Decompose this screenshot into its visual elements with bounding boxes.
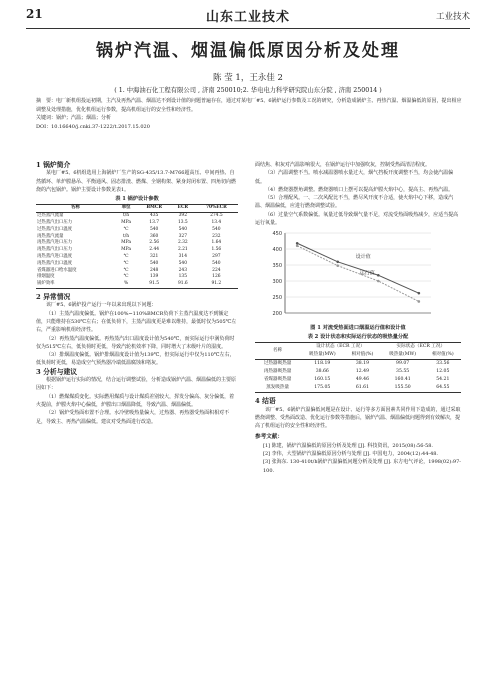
table-cell: 1.56 [211,247,222,253]
reference-item: [3] 张海东. 130-410t/h锅炉汽温偏低问题分析及处理 [J]. 东方电气评论，1998(02):97-100. [263,459,461,474]
paragraph: （5）合理配风。一、二次风配比不当，燃尽风开度不合适，使火焰中心下移，造成汽温、烟温偏低，应进行燃烧调整试验。 [255,195,454,210]
table-cell: ℃ [123,254,129,260]
table2-sub-header: 相对值(%) [431,352,454,358]
keywords: 关键词：锅炉；汽温；烟温；分析 [36,115,112,121]
table-cell: 省煤器吸热量 [263,377,292,383]
table-cell: 175.05 [314,385,331,391]
table-cell: 再热蒸汽流量 [37,233,64,239]
table-cell: ℃ [123,274,129,280]
right-column [255,161,461,475]
table-cell: 过热蒸汽流量 [37,213,64,219]
series-label: 运行值 [359,271,375,278]
table-cell: 38.66 [315,369,329,375]
paragraph: （3）汽温调整不当。喷水减温器喷水量过大，烟气挡板开度调整不当，均会使汽温偏低。 [255,170,454,185]
table-cell: 327 [178,233,188,239]
table-cell: 再热蒸汽出口压力 [37,247,73,253]
table-cell: 160.41 [394,377,411,383]
table1 [36,204,238,289]
reference-item: [1] 陈建，锅炉汽温偏低的原因分析及处理 [J]. 科技资讯，2015(08):56-58. [263,442,434,449]
table-cell: 2.44 [149,247,160,253]
paragraph: 根据锅炉运行实际的情况，结合运行调整试验，分析造成锅炉汽温、烟温偏低的主要原因如下： [36,377,237,392]
data-point [296,242,299,245]
table-cell: 49.46 [355,377,370,383]
table-cell: 13.4 [211,220,222,226]
table-cell: 35.55 [396,369,410,375]
table-cell: 64.55 [436,385,450,391]
abstract-block [36,97,462,131]
doi: DOI：10.16640/j.cnki.37-1222/t.2017.15.020 [36,123,150,130]
table-cell: 再热蒸汽进口压力 [37,240,73,246]
table-cell: 248 [149,267,159,273]
table-cell: 12.05 [436,369,450,375]
table-row [36,254,238,261]
table2-group-header: 实际状态（ECR 工况） [396,344,446,350]
table-cell: ℃ [123,260,129,266]
table-row [36,274,238,281]
table-cell: 243 [178,267,188,273]
table-cell: MPa [121,240,132,246]
table-cell: 12.49 [355,369,370,375]
paragraph: （4）燃烧器摆角调整。燃烧器喷口上摆可以提高炉膛火焰中心，提高主、再热汽温。 [265,186,454,193]
section-heading: 4 结语 [255,397,276,406]
reference-item: [2] 李伟，大型锅炉汽温偏低原因分析与处理 [J]. 中国电力，2004(12):44-48. [263,451,439,458]
authors: 陈 莹 1，王永佳 2 [213,73,283,83]
table-cell: 540 [212,260,221,266]
y-tick-label: 400 [272,247,282,254]
paragraph: （2）再热蒸汽温度偏低。再热蒸汽出口温度设计值为540℃，而实际运行中满负荷时仅为515℃左右，低负荷时更低，导致汽轮机效率下降，同时增大了末级叶片的湿度。 [36,335,235,350]
table-cell: 540 [178,260,188,266]
table-row [255,376,461,384]
table2-sub-header: 相对值(%) [351,352,374,358]
table2-caption: 表 2 设计状态和实际运行状态的吸热量分配 [307,333,409,340]
table-cell: 33.56 [436,361,450,367]
table-cell: 54.21 [436,377,450,383]
table2-group-header: 设计状态（ECR 工况） [316,344,365,350]
y-tick-label: 300 [272,279,282,286]
table-cell: 38.19 [355,361,370,367]
paragraph: （1）燃煤煤质变化。实际燃用煤质与设计煤质差别较大，挥发分偏高、灰分偏低，着火提前，炉膛火焰中心偏低，炉膛出口烟温降低，导致汽温、烟温偏低。 [36,393,235,408]
references-title: 参考文献： [255,434,283,441]
paragraph: 面结焦、积灰对汽温影响很大，在锅炉运行中加强吹灰，控制受热面清洁程度。 [255,162,431,168]
table-cell: 过热蒸汽出口温度 [37,226,73,232]
table-cell: 2.56 [149,240,160,246]
table-cell: 锅炉效率 [37,281,55,287]
table-cell: 540 [149,226,159,232]
table-cell: 过热器吸热量 [263,361,292,367]
table-row [36,268,238,275]
page-header [26,4,470,29]
table-cell: 91.2 [211,281,222,287]
table1-header: 70%ECR [205,205,227,211]
paragraph: （3）排烟温度偏低。锅炉排烟温度设计值为139℃，但实际运行中仅为110℃左右，低负荷时更低，易造成空气预热器冷端低温腐蚀和堵灰。 [36,352,235,367]
table2-sub-header: 吸热量(MW) [308,352,336,358]
table-cell: 再热蒸汽出口温度 [37,260,73,266]
table-cell: t/h [123,233,130,239]
section-heading: 1 锅炉简介 [36,161,71,169]
table1-header: 单位 [121,205,131,211]
table-cell: 99.07 [396,361,410,367]
table-cell: 155.50 [394,385,411,391]
table-cell: 224 [212,267,221,273]
table-cell: 139 [149,274,159,280]
series-line [297,244,419,294]
data-point [296,245,299,248]
table-cell: 蒸发吸热量 [266,385,290,391]
table-cell: 118.19 [314,361,331,367]
table-cell: 360 [149,233,159,239]
table-row [36,227,238,234]
table-row [255,360,461,369]
table1-header: BMCR [146,205,163,211]
line-chart [255,227,461,319]
table-row [255,368,461,376]
table-cell: 160.15 [314,377,331,383]
data-point [418,292,421,295]
table-cell: 2.21 [177,247,188,253]
references [255,442,461,475]
table-cell: 再热器吸热量 [263,369,292,375]
journal-name: 山东工业技术 [205,10,290,25]
table-cell: 232 [212,233,221,239]
y-tick-label: 350 [272,263,282,270]
table-cell: 297 [212,254,221,260]
table-row [255,384,461,393]
table-cell: 314 [178,254,188,260]
table-row [36,213,238,220]
table-cell: 540 [178,226,188,232]
table-cell: 321 [149,254,159,260]
table-cell: 91.5 [149,281,160,287]
paragraph: （1）主蒸汽温度偏低。锅炉在100%~110%BMCR负荷下主蒸汽温度达不到额定值，只能维持在530℃左右；在低负荷下，主蒸汽温度更是难以维持，最低时仅为505℃左右，严重影响机组经济性。 [36,310,237,334]
table1-caption: 表 1 锅炉设计参数 [115,196,159,203]
table-cell: 排烟温度 [37,274,55,280]
table-row [36,261,238,268]
figure-caption: 图 1 对流受热面进口烟温运行值和设计值 [310,324,406,331]
table-cell: 435 [149,213,159,219]
table-row [36,220,238,227]
table-cell: MPa [121,247,132,253]
y-tick-label: 450 [272,231,282,238]
table-cell: 再热蒸汽进口温度 [37,254,73,260]
data-point [377,280,380,283]
table-cell: 2.32 [177,240,188,246]
table-cell: ℃ [123,267,129,273]
paragraph: （2）锅炉受热面布置不合理。水冷壁吸热量偏大，过热器、再热器受热面积相对不足，导致主、再热汽温偏低。建议对受热面进行改造。 [36,410,230,425]
table-cell: 过热蒸汽出口压力 [37,220,73,226]
table-cell: 540 [212,226,221,232]
data-point [336,261,339,264]
table-cell: 135 [178,274,188,280]
data-point [336,265,339,268]
section-heading: 2 异常情况 [36,293,71,302]
table2-group-header: 名称 [273,348,283,354]
table-cell: 274.5 [210,213,223,219]
paragraph: 该厂#5、6锅炉汽温偏低问题是在设计、运行等多方面因素共同作用下造成的，通过采取燃烧调整、受热面改造、优化运行参数等措施后，锅炉汽温、烟温偏低问题得到有效解决，提高了机组运行的安全性和经济性。 [255,406,461,430]
table-row [36,281,238,288]
chart-marks [296,242,420,303]
table1-header: 名称 [71,205,80,211]
table-cell: ℃ [123,226,129,232]
data-point [377,274,380,277]
table-cell: 392 [178,213,188,219]
table-cell: 1.64 [211,240,222,246]
paragraph: 某电厂#5、6机组选用上海锅炉厂生产的SG-435/13.7-M766超高压、中间再热、自然循环、单炉膛悬吊、平衡通风、固态排渣、燃煤、全钢构架、紧身封闭布置、四角切向燃烧的汽包锅炉。锅炉主要设计参数见表1。 [36,170,237,193]
table2-sub-header: 吸热量(MW) [389,352,417,358]
table1-header: ECR [177,205,189,211]
series-label: 设计值 [355,254,371,261]
table-cell: 13.7 [149,220,160,226]
y-tick-label: 250 [272,295,282,302]
table-cell: % [124,281,129,287]
paragraph: （6）过量空气系数偏低。氧量过低导致烟气量不足，对流受热面吸热减少，应适当提高运行氧量。 [255,211,459,227]
table2 [255,342,461,393]
table-cell: 省煤器进口给水温度 [37,267,77,273]
left-column [36,161,238,426]
table-cell: 540 [149,260,159,266]
table-cell: t/h [123,213,130,219]
abstract: 摘 要：电厂新机组投运初期，主汽及再热汽温、烟温达不到设计值的问题普遍存在，通过对某电厂#5、6锅炉运行参数及工况的研究，分析造成锅炉主、再热汽温、烟温偏低的原因，提出相应调整及处理措施，优化机组运行参数，提高机组运行的安全性和经济性。 [36,98,462,113]
data-point [418,301,421,304]
table-cell: 61.61 [355,385,370,391]
page-number: 21 [26,7,43,21]
paragraph: 该厂#5、6锅炉投产运行一年以来出现以下问题： [46,302,157,309]
affiliation: ( 1. 中海油石化工程有限公司 , 济南 250010;2. 华电电力科学研究院山东分院 , 济南 250014 ) [114,87,382,94]
article-title: 锅炉汽温、烟温偏低原因分析及处理 [96,41,400,61]
section-name: 工业技术 [435,12,470,22]
section-heading: 3 分析与建议 [36,367,78,376]
table-cell: MPa [121,220,132,226]
table-cell: 126 [212,274,221,280]
table-cell: 91.6 [177,281,188,287]
table-cell: 13.5 [177,220,188,226]
y-tick-label: 200 [272,311,282,318]
